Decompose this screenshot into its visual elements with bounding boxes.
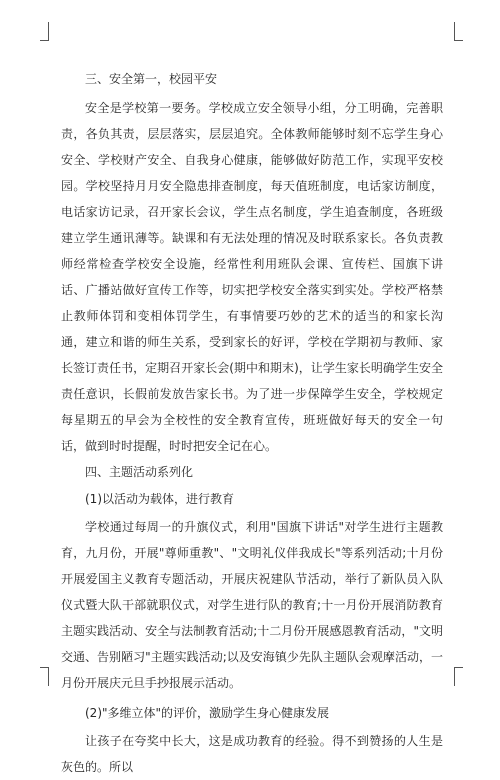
crop-mark-bottom-left — [40, 667, 49, 686]
crop-mark-bottom-right — [454, 667, 463, 686]
crop-mark-top-right — [454, 22, 463, 41]
section-heading-activities: 四、主题活动系列化 — [85, 465, 194, 479]
subheading-activity-education: (1)以活动为载体，进行教育 — [85, 492, 234, 506]
paragraph-activities: 学校通过每周一的升旗仪式，利用"国旗下讲话"对学生进行主题教育，九月份，开展"尊师重教"、"文明礼仪伴我成长"等系列活动;十月份开展爱国主义教育专题活动，开展庆祝建队节活动，举行了新队员入队仪式暨大队干部就职仪式，对学生进行队的教育;十一月份开展消防教育主题实践活动、安全与法制教育活动;十二月份开展感恩教育活动，"文明交通、告别陋习"主题实践活动;以及安海镇少先队主题队会观摩活动，一月份开展庆元旦手抄报展示活动。 — [61, 520, 443, 690]
section-heading-safety: 三、安全第一，校园平安 — [85, 72, 218, 86]
document-body — [61, 66, 443, 780]
subheading-evaluation: (2)"多维立体"的评价，激励学生身心健康发展 — [85, 706, 330, 720]
paragraph-safety: 安全是学校第一要务。学校成立安全领导小组，分工明确，完善职责，各负其责，层层落实，层层追究。全体教师能够时刻不忘学生身心安全、学校财产安全、自我身心健康，能够做好防范工作，实现平安校园。学校坚持月月安全隐患排查制度，每天值班制度，电话家访制度，电话家访记录，召开家长会议，学生点名制度，学生追查制度，各班级建立学生通讯薄等。缺课和有无法处理的情况及时联系家长。各负责教师经常检查学校安全设施，经常性利用班队会课、宣传栏、国旗下讲话、广播站做好宣传工作等，切实把学校安全落实到实处。学校严格禁止教师体罚和变相体罚学生，有事情要巧妙的艺术的适当的和家长沟通，建立和谐的师生关系，受到家长的好评，学校在学期初与教师、家长签订责任书，定期召开家长会(期中和期末)，让学生家长明确学生安全责任意识，长假前发放告家长书。为了进一步保障学生安全，学校规定每星期五的早会为全校性的安全教育宣传，班班做好每天的安全一句话，做到时时提醒，时时把安全记在心。 — [61, 101, 443, 453]
paragraph-evaluation: 让孩子在夸奖中长大，这是成功教育的经验。得不到赞扬的人生是灰色的。所以 — [61, 734, 443, 774]
crop-mark-top-left — [40, 22, 49, 41]
